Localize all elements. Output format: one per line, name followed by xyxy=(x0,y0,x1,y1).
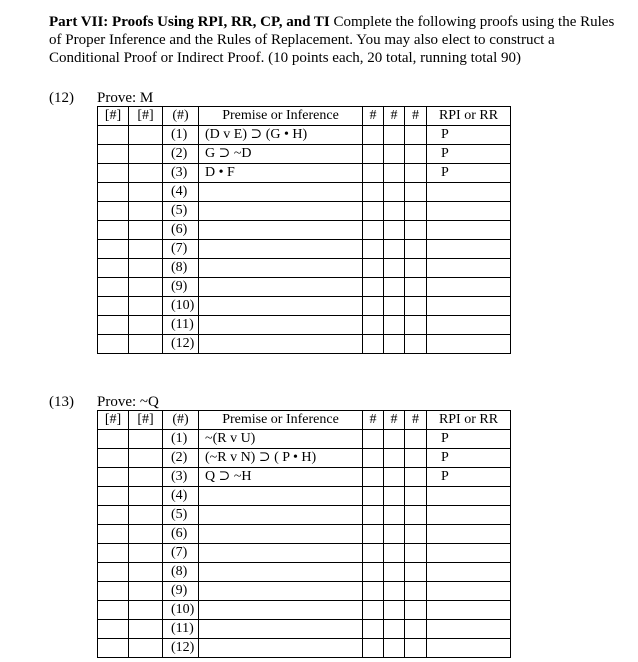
bracket-cell-2[interactable] xyxy=(129,506,163,525)
ref-cell-1[interactable] xyxy=(363,525,384,544)
line-number-header: (#) xyxy=(163,411,199,430)
statement-cell[interactable]: D • F xyxy=(199,164,363,183)
ref-cell-1[interactable] xyxy=(363,145,384,164)
proof-row xyxy=(98,278,511,297)
line-number: (8) xyxy=(163,259,199,278)
bracket-cell-2[interactable] xyxy=(129,639,163,658)
rule-cell[interactable] xyxy=(427,487,511,506)
ref-cell-2[interactable] xyxy=(384,601,405,620)
bracket-cell-1[interactable] xyxy=(98,297,129,316)
ref-cell-3[interactable] xyxy=(405,126,427,145)
bracket-cell-2[interactable] xyxy=(129,316,163,335)
ref-cell-2[interactable] xyxy=(384,145,405,164)
section-heading: Part VII: Proofs Using RPI, RR, CP, and TI xyxy=(49,14,330,30)
bracket-cell-2[interactable] xyxy=(129,164,163,183)
ref-cell-1[interactable] xyxy=(363,221,384,240)
proof-row xyxy=(98,145,511,164)
bracket-cell-1[interactable] xyxy=(98,468,129,487)
bracket-cell-2[interactable] xyxy=(129,430,163,449)
bracket-cell-2[interactable] xyxy=(129,582,163,601)
bracket-col-2-header: [#] xyxy=(129,411,163,430)
ref-cell-3[interactable] xyxy=(405,487,427,506)
line-number: (5) xyxy=(163,506,199,525)
bracket-cell-2[interactable] xyxy=(129,202,163,221)
statement-cell[interactable]: (~R v N) ⊃ ( P • H) xyxy=(199,449,363,468)
rule-cell[interactable] xyxy=(427,544,511,563)
rule-header: RPI or RR xyxy=(427,411,511,430)
proof-row xyxy=(98,487,511,506)
problem-12-goal: Prove: M xyxy=(97,90,154,106)
statement-header: Premise or Inference xyxy=(199,107,363,126)
ref-cell-2[interactable] xyxy=(384,164,405,183)
problem-12-number: (12) xyxy=(49,90,74,106)
bracket-cell-1[interactable] xyxy=(98,145,129,164)
ref-cell-3[interactable] xyxy=(405,601,427,620)
ref-cell-3[interactable] xyxy=(405,449,427,468)
proof-row xyxy=(98,620,511,639)
bracket-cell-2[interactable] xyxy=(129,601,163,620)
statement-cell[interactable] xyxy=(199,639,363,658)
bracket-cell-1[interactable] xyxy=(98,183,129,202)
bracket-cell-2[interactable] xyxy=(129,221,163,240)
rule-cell[interactable] xyxy=(427,506,511,525)
rule-cell[interactable]: P xyxy=(427,126,511,145)
proof-row xyxy=(98,202,511,221)
bracket-cell-1[interactable] xyxy=(98,278,129,297)
table-header-row xyxy=(98,411,511,430)
bracket-cell-2[interactable] xyxy=(129,145,163,164)
line-number: (4) xyxy=(163,183,199,202)
bracket-cell-2[interactable] xyxy=(129,183,163,202)
bracket-cell-1[interactable] xyxy=(98,126,129,145)
rule-cell[interactable] xyxy=(427,582,511,601)
statement-cell[interactable]: G ⊃ ~D xyxy=(199,145,363,164)
table-header-row xyxy=(98,107,511,126)
ref-cell-3[interactable] xyxy=(405,639,427,658)
rule-cell[interactable] xyxy=(427,221,511,240)
proof-row xyxy=(98,563,511,582)
ref-cell-2[interactable] xyxy=(384,278,405,297)
ref-col-2-header: # xyxy=(384,411,405,430)
bracket-col-2-header: [#] xyxy=(129,107,163,126)
bracket-cell-1[interactable] xyxy=(98,506,129,525)
statement-cell[interactable] xyxy=(199,297,363,316)
bracket-cell-1[interactable] xyxy=(98,316,129,335)
line-number: (6) xyxy=(163,221,199,240)
bracket-cell-1[interactable] xyxy=(98,259,129,278)
ref-cell-1[interactable] xyxy=(363,316,384,335)
rule-cell[interactable] xyxy=(427,639,511,658)
instructions-paragraph xyxy=(49,13,629,67)
ref-cell-2[interactable] xyxy=(384,316,405,335)
statement-cell[interactable] xyxy=(199,316,363,335)
proof-row xyxy=(98,240,511,259)
ref-cell-2[interactable] xyxy=(384,335,405,354)
statement-cell[interactable] xyxy=(199,601,363,620)
proof-row xyxy=(98,335,511,354)
bracket-cell-1[interactable] xyxy=(98,449,129,468)
rule-cell[interactable] xyxy=(427,620,511,639)
statement-cell[interactable]: Q ⊃ ~H xyxy=(199,468,363,487)
ref-cell-2[interactable] xyxy=(384,544,405,563)
line-number: (1) xyxy=(163,430,199,449)
line-number: (6) xyxy=(163,525,199,544)
ref-col-1-header: # xyxy=(363,107,384,126)
ref-cell-3[interactable] xyxy=(405,582,427,601)
bracket-cell-1[interactable] xyxy=(98,221,129,240)
rule-cell[interactable] xyxy=(427,202,511,221)
line-number: (10) xyxy=(163,601,199,620)
ref-cell-1[interactable] xyxy=(363,449,384,468)
line-number: (12) xyxy=(163,335,199,354)
statement-cell[interactable] xyxy=(199,620,363,639)
proof-row xyxy=(98,449,511,468)
rule-cell[interactable]: P xyxy=(427,468,511,487)
statement-header: Premise or Inference xyxy=(199,411,363,430)
statement-cell[interactable] xyxy=(199,506,363,525)
proof-row xyxy=(98,259,511,278)
rule-cell[interactable]: P xyxy=(427,430,511,449)
ref-cell-3[interactable] xyxy=(405,506,427,525)
ref-cell-1[interactable] xyxy=(363,582,384,601)
rule-cell[interactable]: P xyxy=(427,164,511,183)
proof-row xyxy=(98,221,511,240)
ref-cell-2[interactable] xyxy=(384,620,405,639)
line-number: (10) xyxy=(163,297,199,316)
ref-cell-3[interactable] xyxy=(405,221,427,240)
bracket-cell-1[interactable] xyxy=(98,525,129,544)
bracket-cell-2[interactable] xyxy=(129,525,163,544)
proof-row xyxy=(98,525,511,544)
rule-cell[interactable] xyxy=(427,183,511,202)
ref-cell-1[interactable] xyxy=(363,335,384,354)
line-number: (7) xyxy=(163,544,199,563)
rule-header: RPI or RR xyxy=(427,107,511,126)
rule-cell[interactable] xyxy=(427,563,511,582)
ref-cell-3[interactable] xyxy=(405,544,427,563)
rule-cell[interactable] xyxy=(427,278,511,297)
ref-cell-1[interactable] xyxy=(363,297,384,316)
proof-row xyxy=(98,639,511,658)
rule-cell[interactable] xyxy=(427,525,511,544)
ref-cell-1[interactable] xyxy=(363,278,384,297)
ref-cell-3[interactable] xyxy=(405,297,427,316)
bracket-cell-1[interactable] xyxy=(98,639,129,658)
statement-cell[interactable]: (D v E) ⊃ (G • H) xyxy=(199,126,363,145)
rule-cell[interactable] xyxy=(427,297,511,316)
ref-cell-2[interactable] xyxy=(384,430,405,449)
ref-cell-1[interactable] xyxy=(363,202,384,221)
ref-cell-3[interactable] xyxy=(405,430,427,449)
ref-cell-1[interactable] xyxy=(363,468,384,487)
ref-cell-3[interactable] xyxy=(405,335,427,354)
ref-col-1-header: # xyxy=(363,411,384,430)
ref-cell-2[interactable] xyxy=(384,582,405,601)
proof-row xyxy=(98,430,511,449)
ref-cell-2[interactable] xyxy=(384,639,405,658)
bracket-cell-2[interactable] xyxy=(129,126,163,145)
ref-cell-1[interactable] xyxy=(363,506,384,525)
ref-cell-2[interactable] xyxy=(384,240,405,259)
rule-cell[interactable] xyxy=(427,240,511,259)
ref-cell-3[interactable] xyxy=(405,164,427,183)
bracket-col-1-header: [#] xyxy=(98,107,129,126)
ref-cell-2[interactable] xyxy=(384,525,405,544)
bracket-cell-1[interactable] xyxy=(98,487,129,506)
proof-row xyxy=(98,126,511,145)
ref-cell-1[interactable] xyxy=(363,126,384,145)
bracket-cell-2[interactable] xyxy=(129,278,163,297)
rule-cell[interactable]: P xyxy=(427,449,511,468)
statement-cell[interactable] xyxy=(199,259,363,278)
statement-cell[interactable] xyxy=(199,221,363,240)
proof-row xyxy=(98,506,511,525)
ref-cell-2[interactable] xyxy=(384,183,405,202)
statement-cell[interactable] xyxy=(199,240,363,259)
bracket-col-1-header: [#] xyxy=(98,411,129,430)
statement-cell[interactable] xyxy=(199,563,363,582)
statement-cell[interactable] xyxy=(199,487,363,506)
ref-cell-2[interactable] xyxy=(384,506,405,525)
line-number-header: (#) xyxy=(163,107,199,126)
line-number: (11) xyxy=(163,316,199,335)
ref-col-3-header: # xyxy=(405,107,427,126)
bracket-cell-2[interactable] xyxy=(129,563,163,582)
bracket-cell-1[interactable] xyxy=(98,544,129,563)
proof-table-13 xyxy=(97,410,511,658)
line-number: (2) xyxy=(163,449,199,468)
line-number: (9) xyxy=(163,582,199,601)
statement-cell[interactable] xyxy=(199,525,363,544)
ref-cell-2[interactable] xyxy=(384,259,405,278)
proof-row xyxy=(98,316,511,335)
ref-col-3-header: # xyxy=(405,411,427,430)
rule-cell[interactable] xyxy=(427,316,511,335)
bracket-cell-1[interactable] xyxy=(98,601,129,620)
line-number: (5) xyxy=(163,202,199,221)
problem-13-goal: Prove: ~Q xyxy=(97,394,159,410)
ref-cell-3[interactable] xyxy=(405,240,427,259)
bracket-cell-1[interactable] xyxy=(98,430,129,449)
ref-cell-3[interactable] xyxy=(405,202,427,221)
bracket-cell-1[interactable] xyxy=(98,620,129,639)
proof-row xyxy=(98,468,511,487)
statement-cell[interactable]: ~(R v U) xyxy=(199,430,363,449)
line-number: (7) xyxy=(163,240,199,259)
problem-13-number: (13) xyxy=(49,394,74,410)
line-number: (4) xyxy=(163,487,199,506)
bracket-cell-2[interactable] xyxy=(129,240,163,259)
line-number: (12) xyxy=(163,639,199,658)
proof-row xyxy=(98,297,511,316)
rule-cell[interactable] xyxy=(427,601,511,620)
proof-row xyxy=(98,582,511,601)
ref-cell-3[interactable] xyxy=(405,278,427,297)
ref-cell-2[interactable] xyxy=(384,221,405,240)
proof-row xyxy=(98,544,511,563)
ref-cell-3[interactable] xyxy=(405,316,427,335)
statement-cell[interactable] xyxy=(199,335,363,354)
ref-cell-1[interactable] xyxy=(363,259,384,278)
rule-cell[interactable]: P xyxy=(427,145,511,164)
ref-cell-2[interactable] xyxy=(384,202,405,221)
line-number: (3) xyxy=(163,468,199,487)
line-number: (8) xyxy=(163,563,199,582)
bracket-cell-2[interactable] xyxy=(129,335,163,354)
bracket-cell-1[interactable] xyxy=(98,202,129,221)
bracket-cell-2[interactable] xyxy=(129,468,163,487)
ref-cell-1[interactable] xyxy=(363,601,384,620)
line-number: (11) xyxy=(163,620,199,639)
ref-cell-3[interactable] xyxy=(405,259,427,278)
bracket-cell-2[interactable] xyxy=(129,544,163,563)
line-number: (9) xyxy=(163,278,199,297)
ref-cell-1[interactable] xyxy=(363,183,384,202)
ref-cell-3[interactable] xyxy=(405,468,427,487)
statement-cell[interactable] xyxy=(199,183,363,202)
ref-cell-3[interactable] xyxy=(405,620,427,639)
ref-cell-3[interactable] xyxy=(405,525,427,544)
proof-table-12 xyxy=(97,106,511,354)
bracket-cell-1[interactable] xyxy=(98,164,129,183)
line-number: (3) xyxy=(163,164,199,183)
ref-cell-1[interactable] xyxy=(363,487,384,506)
ref-cell-1[interactable] xyxy=(363,544,384,563)
bracket-cell-2[interactable] xyxy=(129,449,163,468)
ref-cell-1[interactable] xyxy=(363,240,384,259)
rule-cell[interactable] xyxy=(427,335,511,354)
bracket-cell-2[interactable] xyxy=(129,487,163,506)
ref-cell-2[interactable] xyxy=(384,468,405,487)
statement-cell[interactable] xyxy=(199,278,363,297)
proof-row xyxy=(98,183,511,202)
bracket-cell-2[interactable] xyxy=(129,297,163,316)
line-number: (2) xyxy=(163,145,199,164)
bracket-cell-2[interactable] xyxy=(129,259,163,278)
bracket-cell-1[interactable] xyxy=(98,582,129,601)
ref-cell-1[interactable] xyxy=(363,430,384,449)
bracket-cell-1[interactable] xyxy=(98,563,129,582)
line-number: (1) xyxy=(163,126,199,145)
proof-row xyxy=(98,164,511,183)
ref-cell-1[interactable] xyxy=(363,639,384,658)
ref-cell-1[interactable] xyxy=(363,620,384,639)
ref-cell-1[interactable] xyxy=(363,563,384,582)
bracket-cell-1[interactable] xyxy=(98,335,129,354)
ref-cell-2[interactable] xyxy=(384,297,405,316)
proof-row xyxy=(98,601,511,620)
ref-cell-3[interactable] xyxy=(405,145,427,164)
bracket-cell-1[interactable] xyxy=(98,240,129,259)
statement-cell[interactable] xyxy=(199,582,363,601)
instructions-text: Complete the following proofs using the Rules of Proper Inference and the Rules of Replacement. You may also elect to construct a Conditional Proof or Indirect Proof. (10 points each, 20 total, running total 90) xyxy=(49,14,615,66)
rule-cell[interactable] xyxy=(427,259,511,278)
ref-cell-3[interactable] xyxy=(405,183,427,202)
ref-cell-2[interactable] xyxy=(384,563,405,582)
ref-cell-2[interactable] xyxy=(384,449,405,468)
statement-cell[interactable] xyxy=(199,202,363,221)
statement-cell[interactable] xyxy=(199,544,363,563)
ref-col-2-header: # xyxy=(384,107,405,126)
ref-cell-3[interactable] xyxy=(405,563,427,582)
ref-cell-1[interactable] xyxy=(363,164,384,183)
ref-cell-2[interactable] xyxy=(384,487,405,506)
ref-cell-2[interactable] xyxy=(384,126,405,145)
bracket-cell-2[interactable] xyxy=(129,620,163,639)
